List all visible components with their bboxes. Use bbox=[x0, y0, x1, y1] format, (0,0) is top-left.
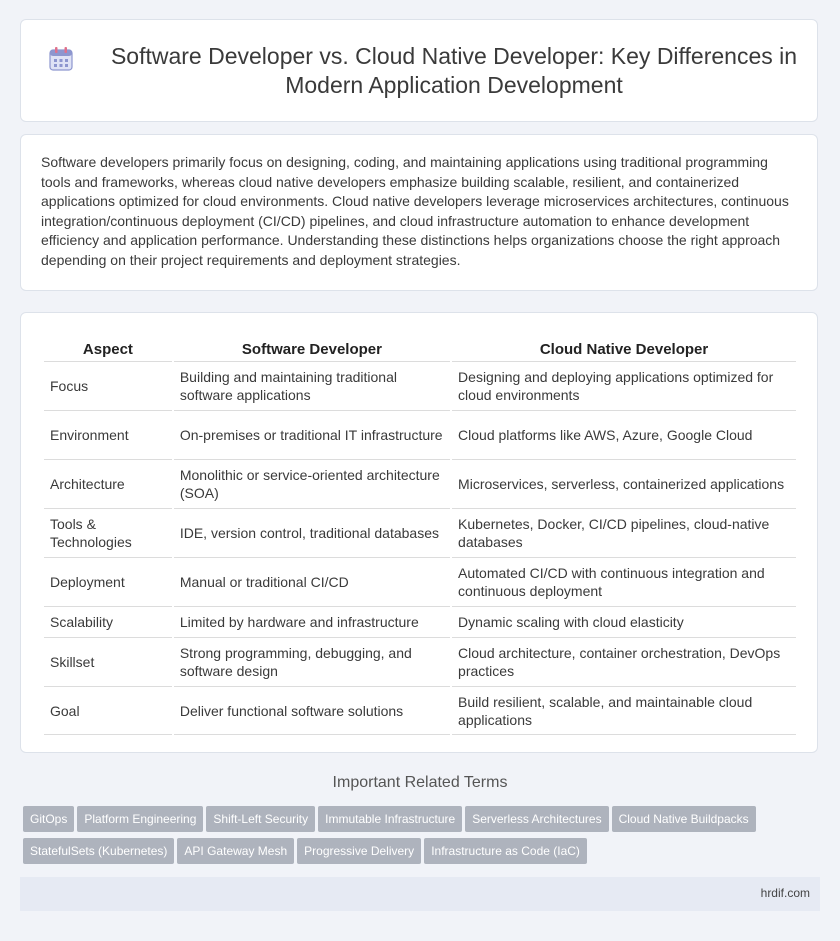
software-dev-cell: Strong programming, debugging, and software design bbox=[174, 637, 450, 686]
software-dev-cell: Deliver functional software solutions bbox=[174, 686, 450, 735]
software-dev-cell: IDE, version control, traditional databases bbox=[174, 508, 450, 557]
aspect-cell: Scalability bbox=[44, 606, 172, 637]
software-dev-cell: Building and maintaining traditional software applications bbox=[174, 361, 450, 410]
related-term-tag[interactable]: GitOps bbox=[23, 806, 74, 832]
aspect-cell: Focus bbox=[44, 361, 172, 410]
comparison-table bbox=[42, 333, 798, 735]
calendar-icon bbox=[47, 45, 75, 73]
cloud-native-cell: Automated CI/CD with continuous integration and continuous deployment bbox=[452, 557, 796, 606]
header-software-developer: Software Developer bbox=[241, 340, 382, 358]
cloud-native-cell: Designing and deploying applications optimized for cloud environments bbox=[452, 361, 796, 410]
related-term-tag[interactable]: Infrastructure as Code (IaC) bbox=[424, 838, 587, 864]
header-aspect: Aspect bbox=[82, 340, 133, 358]
table-header-row bbox=[44, 333, 796, 361]
table-row bbox=[44, 686, 796, 735]
software-dev-cell: Manual or traditional CI/CD bbox=[174, 557, 450, 606]
related-term-tag[interactable]: Progressive Delivery bbox=[297, 838, 421, 864]
related-term-tag[interactable]: Platform Engineering bbox=[77, 806, 203, 832]
header-cloud-native-developer: Cloud Native Developer bbox=[539, 340, 709, 358]
cloud-native-cell: Kubernetes, Docker, CI/CD pipelines, cloud-native databases bbox=[452, 508, 796, 557]
table-row bbox=[44, 410, 796, 459]
related-term-tag[interactable]: StatefulSets (Kubernetes) bbox=[23, 838, 174, 864]
aspect-cell: Architecture bbox=[44, 459, 172, 508]
page-title: Software Developer vs. Cloud Native Developer: Key Differences in Modern Application Development bbox=[110, 43, 798, 98]
footer bbox=[20, 877, 820, 911]
related-term-tag[interactable]: Immutable Infrastructure bbox=[318, 806, 462, 832]
related-terms-heading: Important Related Terms bbox=[332, 774, 508, 791]
intro-paragraph: Software developers primarily focus on designing, coding, and maintaining applications using traditional programming tools and frameworks, whereas cloud native developers emphasize building scalable, resilient, and containerized applications optimized for cloud environments. Cloud native developers leverage microservices architectures, continuous integration/continuous deployment (CI/CD) pipelines, and cloud infrastructure automation to enhance development efficiency and application performance. Understanding these distinctions helps organizations choose the right approach depending on their project requirements and deployment strategies. bbox=[41, 154, 789, 268]
related-terms-list bbox=[23, 806, 823, 870]
cloud-native-cell: Microservices, serverless, containerized applications bbox=[452, 459, 796, 508]
cloud-native-cell: Build resilient, scalable, and maintainable cloud applications bbox=[452, 686, 796, 735]
table-row bbox=[44, 606, 796, 637]
related-term-tag[interactable]: Cloud Native Buildpacks bbox=[612, 806, 756, 832]
title-card bbox=[20, 19, 818, 122]
cloud-native-cell: Cloud architecture, container orchestration, DevOps practices bbox=[452, 637, 796, 686]
software-dev-cell: On-premises or traditional IT infrastructure bbox=[174, 410, 450, 459]
aspect-cell: Goal bbox=[44, 686, 172, 735]
aspect-cell: Environment bbox=[44, 410, 172, 459]
footer-site-link[interactable]: hrdif.com bbox=[760, 886, 810, 900]
table-row bbox=[44, 361, 796, 410]
software-dev-cell: Limited by hardware and infrastructure bbox=[174, 606, 450, 637]
aspect-cell: Skillset bbox=[44, 637, 172, 686]
table-row bbox=[44, 459, 796, 508]
software-dev-cell: Monolithic or service-oriented architecture (SOA) bbox=[174, 459, 450, 508]
related-term-tag[interactable]: API Gateway Mesh bbox=[177, 838, 294, 864]
intro-card bbox=[20, 134, 818, 291]
cloud-native-cell: Cloud platforms like AWS, Azure, Google Cloud bbox=[452, 410, 796, 459]
related-term-tag[interactable]: Serverless Architectures bbox=[465, 806, 608, 832]
comparison-card bbox=[20, 312, 818, 753]
cloud-native-cell: Dynamic scaling with cloud elasticity bbox=[452, 606, 796, 637]
related-term-tag[interactable]: Shift-Left Security bbox=[206, 806, 315, 832]
aspect-cell: Deployment bbox=[44, 557, 172, 606]
table-row bbox=[44, 508, 796, 557]
table-row bbox=[44, 637, 796, 686]
aspect-cell: Tools & Technologies bbox=[44, 508, 172, 557]
table-row bbox=[44, 557, 796, 606]
